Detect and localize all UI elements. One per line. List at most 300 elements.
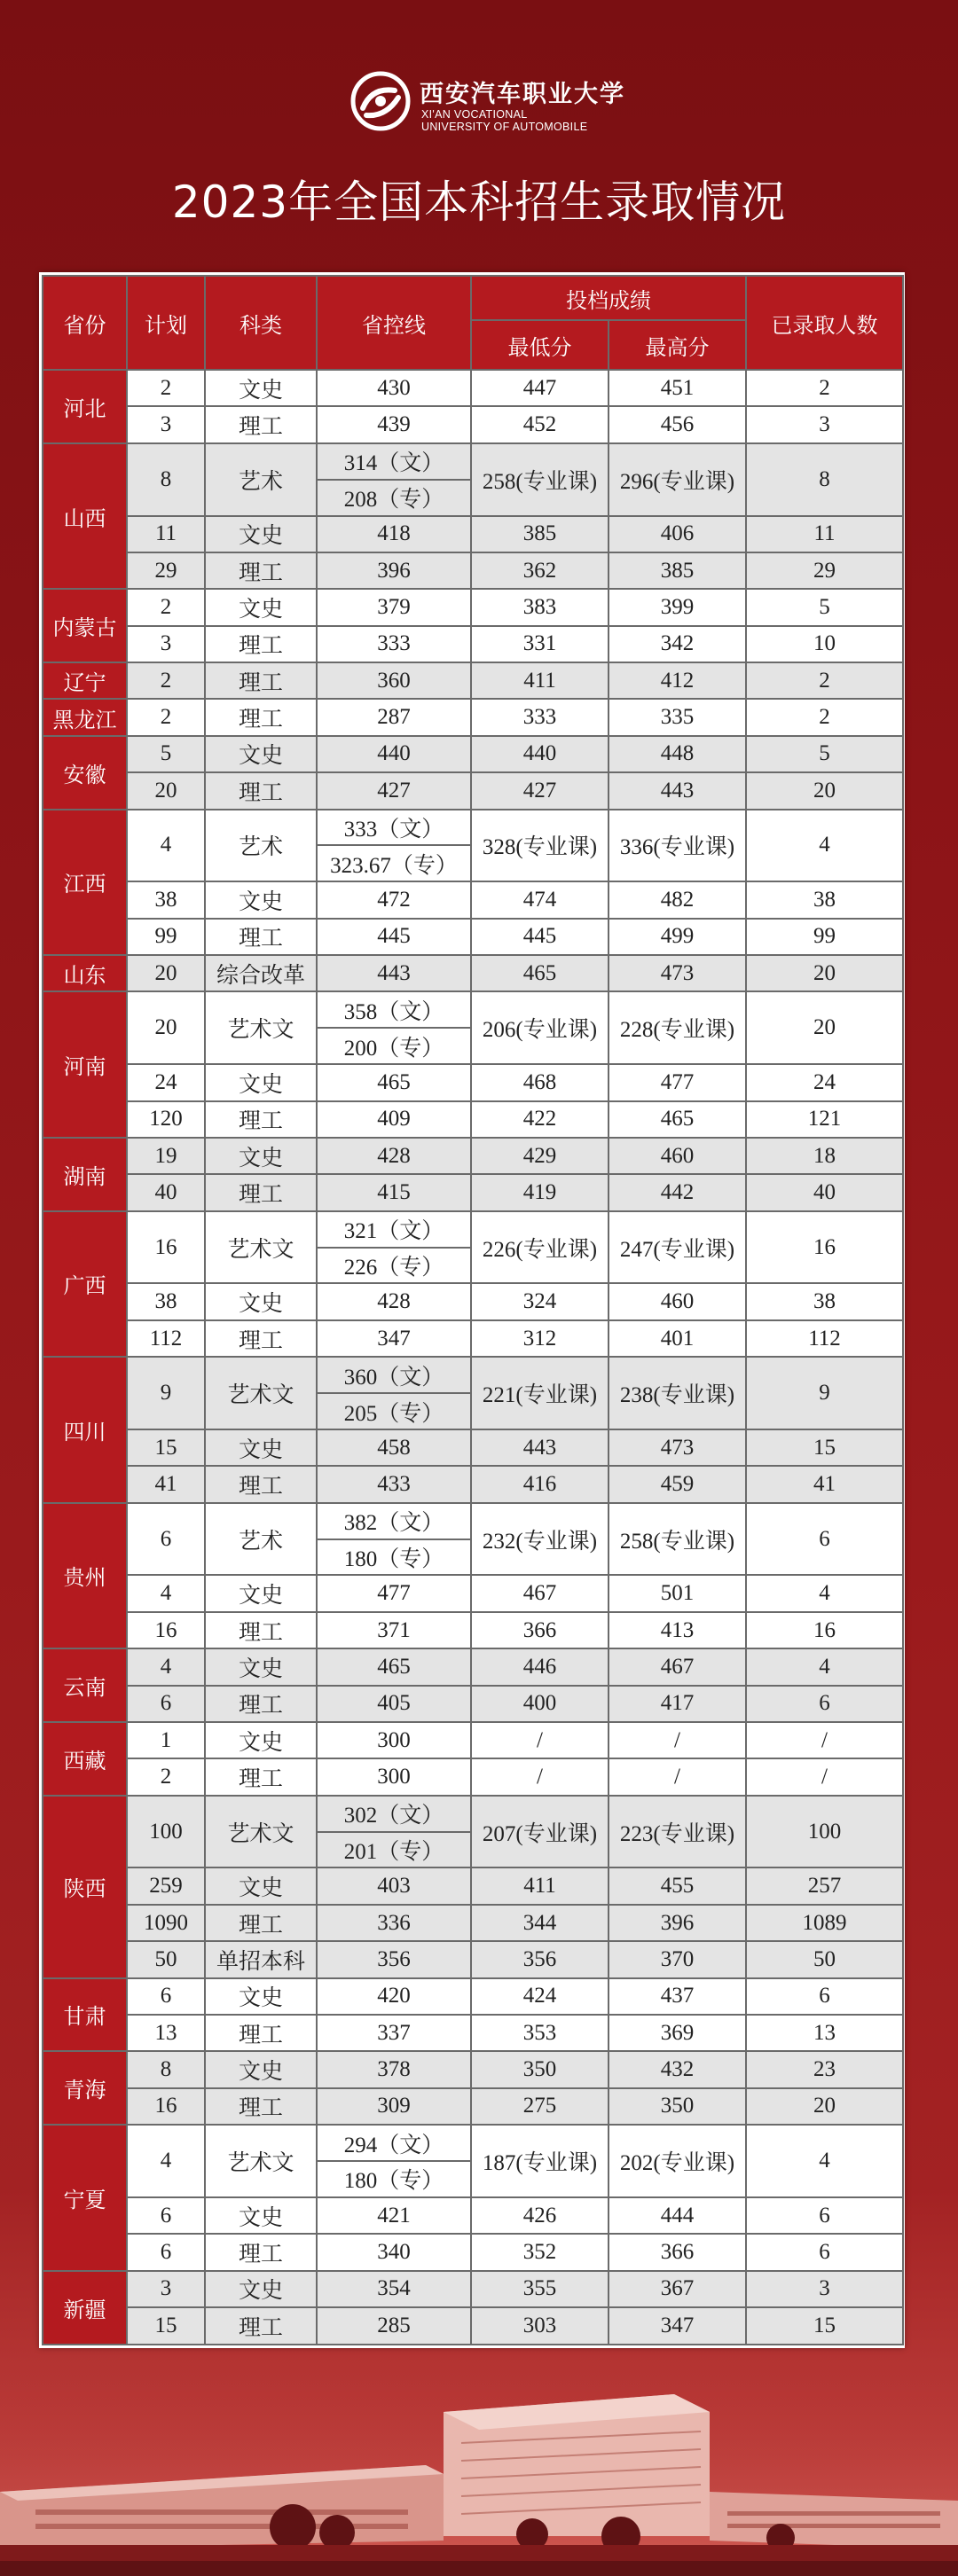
- admitted-cell: 9: [746, 1357, 903, 1429]
- control-line-value: 226（专）: [318, 1247, 470, 1283]
- category-cell: 理工: [205, 1174, 317, 1210]
- category-cell: 理工: [205, 2088, 317, 2125]
- table-row: [43, 2307, 903, 2345]
- category-cell: 艺术文: [205, 1357, 317, 1429]
- table-row: [43, 1429, 903, 1466]
- max-score-cell: 499: [609, 919, 746, 955]
- max-score-cell: /: [609, 1758, 746, 1795]
- province-cell: 贵州: [43, 1503, 127, 1649]
- min-score-cell: 275: [471, 2088, 609, 2125]
- max-score-cell: 385: [609, 552, 746, 589]
- header-admitted: 已录取人数: [746, 276, 903, 370]
- control-line-cell: 347: [317, 1320, 471, 1357]
- control-line-cell: 445: [317, 919, 471, 955]
- control-line-cell: 360: [317, 662, 471, 699]
- max-score-cell: 477: [609, 1064, 746, 1100]
- plan-cell: 20: [127, 955, 205, 991]
- max-score-cell: 406: [609, 516, 746, 552]
- province-cell: 辽宁: [43, 662, 127, 699]
- control-line-cell: [317, 991, 471, 1064]
- admitted-cell: 20: [746, 2088, 903, 2125]
- admitted-cell: 100: [746, 1796, 903, 1868]
- max-score-cell: 437: [609, 1978, 746, 2015]
- max-score-cell: 482: [609, 881, 746, 918]
- category-cell: 理工: [205, 1758, 317, 1795]
- max-score-cell: 396: [609, 1905, 746, 1941]
- admitted-cell: 16: [746, 1612, 903, 1648]
- control-line-cell: 356: [317, 1941, 471, 1977]
- admitted-cell: 121: [746, 1101, 903, 1138]
- province-cell: 黑龙江: [43, 699, 127, 735]
- admitted-cell: 40: [746, 1174, 903, 1210]
- admitted-cell: 6: [746, 2197, 903, 2234]
- min-score-cell: 385: [471, 516, 609, 552]
- max-score-cell: 413: [609, 1612, 746, 1648]
- logo-english-line1: XI'AN VOCATIONAL: [421, 108, 528, 121]
- province-cell: 河南: [43, 991, 127, 1138]
- control-line-cell: 430: [317, 370, 471, 406]
- category-cell: 文史: [205, 589, 317, 625]
- category-cell: 文史: [205, 1648, 317, 1685]
- plan-cell: 50: [127, 1941, 205, 1977]
- table-row: [43, 991, 903, 1064]
- plan-cell: 9: [127, 1357, 205, 1429]
- max-score-cell: 258(专业课): [609, 1503, 746, 1576]
- max-score-cell: 342: [609, 626, 746, 662]
- min-score-cell: 333: [471, 699, 609, 735]
- category-cell: 理工: [205, 662, 317, 699]
- control-line-cell: 354: [317, 2271, 471, 2307]
- min-score-cell: 419: [471, 1174, 609, 1210]
- category-cell: 艺术: [205, 443, 317, 516]
- plan-cell: 38: [127, 881, 205, 918]
- control-line-value: 180（专）: [318, 1539, 470, 1575]
- admitted-cell: 2: [746, 370, 903, 406]
- table-row: [43, 552, 903, 589]
- min-score-cell: 411: [471, 1867, 609, 1904]
- control-line-value: 382（文）: [343, 1511, 444, 1536]
- plan-cell: 6: [127, 2234, 205, 2270]
- table-row: [43, 2125, 903, 2197]
- admitted-cell: 20: [746, 991, 903, 1064]
- table-row: [43, 2051, 903, 2087]
- table-row: [43, 662, 903, 699]
- province-cell: 云南: [43, 1648, 127, 1722]
- control-line-cell: 472: [317, 881, 471, 918]
- plan-cell: 6: [127, 1503, 205, 1576]
- control-line-cell: 379: [317, 589, 471, 625]
- control-line-value: 302（文）: [343, 1804, 444, 1828]
- category-cell: 文史: [205, 1064, 317, 1100]
- max-score-cell: 460: [609, 1283, 746, 1319]
- max-score-cell: 347: [609, 2307, 746, 2345]
- table-row: [43, 736, 903, 772]
- min-score-cell: 440: [471, 736, 609, 772]
- page-header: [0, 0, 958, 266]
- min-score-cell: 422: [471, 1101, 609, 1138]
- min-score-cell: 452: [471, 406, 609, 442]
- control-line-cell: 421: [317, 2197, 471, 2234]
- category-cell: 理工: [205, 626, 317, 662]
- admitted-cell: 10: [746, 626, 903, 662]
- category-cell: 理工: [205, 772, 317, 809]
- plan-cell: 20: [127, 772, 205, 809]
- control-line-cell: [317, 810, 471, 882]
- min-score-cell: 383: [471, 589, 609, 625]
- max-score-cell: 460: [609, 1138, 746, 1174]
- category-cell: 艺术: [205, 1503, 317, 1576]
- plan-cell: 15: [127, 1429, 205, 1466]
- admitted-cell: 6: [746, 1978, 903, 2015]
- plan-cell: 259: [127, 1867, 205, 1904]
- admitted-cell: 1089: [746, 1905, 903, 1941]
- province-cell: 四川: [43, 1357, 127, 1503]
- control-line-cell: 403: [317, 1867, 471, 1904]
- control-line-cell: 458: [317, 1429, 471, 1466]
- control-line-cell: 371: [317, 1612, 471, 1648]
- max-score-cell: /: [609, 1722, 746, 1758]
- table-row: [43, 699, 903, 735]
- min-score-cell: 206(专业课): [471, 991, 609, 1064]
- table-row: [43, 810, 903, 882]
- max-score-cell: 335: [609, 699, 746, 735]
- table-row: [43, 1758, 903, 1795]
- control-line-value: 200（专）: [318, 1027, 470, 1063]
- max-score-cell: 443: [609, 772, 746, 809]
- control-line-cell: 440: [317, 736, 471, 772]
- plan-cell: 6: [127, 1686, 205, 1722]
- plan-cell: 8: [127, 443, 205, 516]
- plan-cell: 4: [127, 810, 205, 882]
- max-score-cell: 367: [609, 2271, 746, 2307]
- control-line-cell: [317, 1357, 471, 1429]
- category-cell: 单招本科: [205, 1941, 317, 1977]
- max-score-cell: 412: [609, 662, 746, 699]
- min-score-cell: 443: [471, 1429, 609, 1466]
- admitted-cell: 50: [746, 1941, 903, 1977]
- admitted-cell: 24: [746, 1064, 903, 1100]
- min-score-cell: 416: [471, 1466, 609, 1502]
- min-score-cell: 427: [471, 772, 609, 809]
- plan-cell: 20: [127, 991, 205, 1064]
- admitted-cell: 6: [746, 1686, 903, 1722]
- plan-cell: 38: [127, 1283, 205, 1319]
- table-row: [43, 626, 903, 662]
- plan-cell: 24: [127, 1064, 205, 1100]
- province-cell: 山西: [43, 443, 127, 590]
- control-line-cell: 465: [317, 1648, 471, 1685]
- category-cell: 理工: [205, 1612, 317, 1648]
- category-cell: 理工: [205, 2307, 317, 2345]
- admitted-cell: 29: [746, 552, 903, 589]
- plan-cell: 13: [127, 2015, 205, 2051]
- logo-chinese-name: 西安汽车职业大学: [420, 81, 625, 108]
- max-score-cell: 223(专业课): [609, 1796, 746, 1868]
- province-cell: 西藏: [43, 1722, 127, 1796]
- table-row: [43, 1648, 903, 1685]
- admitted-cell: 38: [746, 881, 903, 918]
- min-score-cell: 445: [471, 919, 609, 955]
- province-cell: 广西: [43, 1211, 127, 1358]
- province-cell: 宁夏: [43, 2125, 127, 2271]
- category-cell: 文史: [205, 1978, 317, 2015]
- plan-cell: 2: [127, 662, 205, 699]
- min-score-cell: 344: [471, 1905, 609, 1941]
- category-cell: 文史: [205, 1575, 317, 1611]
- max-score-cell: 417: [609, 1686, 746, 1722]
- province-cell: 青海: [43, 2051, 127, 2125]
- max-score-cell: 465: [609, 1101, 746, 1138]
- control-line-cell: 378: [317, 2051, 471, 2087]
- table-row: [43, 406, 903, 442]
- plan-cell: 1: [127, 1722, 205, 1758]
- province-cell: 甘肃: [43, 1978, 127, 2052]
- header-category: 科类: [205, 276, 317, 370]
- admitted-cell: 6: [746, 2234, 903, 2270]
- min-score-cell: 362: [471, 552, 609, 589]
- table-row: [43, 1211, 903, 1284]
- category-cell: 理工: [205, 919, 317, 955]
- category-cell: 文史: [205, 1283, 317, 1319]
- max-score-cell: 473: [609, 955, 746, 991]
- control-line-cell: 285: [317, 2307, 471, 2345]
- min-score-cell: /: [471, 1722, 609, 1758]
- table-row: [43, 1796, 903, 1868]
- min-score-cell: 207(专业课): [471, 1796, 609, 1868]
- min-score-cell: 324: [471, 1283, 609, 1319]
- plan-cell: 1090: [127, 1905, 205, 1941]
- table-row: [43, 443, 903, 516]
- admitted-cell: 3: [746, 2271, 903, 2307]
- header-plan: 计划: [127, 276, 205, 370]
- category-cell: 艺术: [205, 810, 317, 882]
- table-row: [43, 516, 903, 552]
- min-score-cell: 429: [471, 1138, 609, 1174]
- admitted-cell: 2: [746, 662, 903, 699]
- control-line-cell: 287: [317, 699, 471, 735]
- province-cell: 河北: [43, 370, 127, 443]
- plan-cell: 16: [127, 2088, 205, 2125]
- table-row: [43, 2197, 903, 2234]
- min-score-cell: 355: [471, 2271, 609, 2307]
- min-score-cell: 366: [471, 1612, 609, 1648]
- plan-cell: 41: [127, 1466, 205, 1502]
- max-score-cell: 228(专业课): [609, 991, 746, 1064]
- min-score-cell: 303: [471, 2307, 609, 2345]
- min-score-cell: 356: [471, 1941, 609, 1977]
- category-cell: 综合改革: [205, 955, 317, 991]
- control-line-cell: 439: [317, 406, 471, 442]
- category-cell: 理工: [205, 1320, 317, 1357]
- table-row: [43, 2088, 903, 2125]
- category-cell: 艺术文: [205, 1211, 317, 1284]
- control-line-cell: 427: [317, 772, 471, 809]
- table-row: [43, 955, 903, 991]
- control-line-value: 358（文）: [343, 999, 444, 1024]
- admitted-cell: 11: [746, 516, 903, 552]
- min-score-cell: 331: [471, 626, 609, 662]
- min-score-cell: 468: [471, 1064, 609, 1100]
- min-score-cell: 467: [471, 1575, 609, 1611]
- plan-cell: 15: [127, 2307, 205, 2345]
- control-line-cell: [317, 1503, 471, 1576]
- province-cell: 湖南: [43, 1138, 127, 1211]
- admitted-cell: 257: [746, 1867, 903, 1904]
- admitted-cell: 5: [746, 589, 903, 625]
- category-cell: 理工: [205, 1905, 317, 1941]
- table-row: [43, 919, 903, 955]
- table-row: [43, 1978, 903, 2015]
- table-row: [43, 1138, 903, 1174]
- plan-cell: 3: [127, 626, 205, 662]
- control-line-cell: 309: [317, 2088, 471, 2125]
- plan-cell: 6: [127, 2197, 205, 2234]
- category-cell: 文史: [205, 1138, 317, 1174]
- table-row: [43, 2271, 903, 2307]
- control-line-cell: 405: [317, 1686, 471, 1722]
- admitted-cell: 41: [746, 1466, 903, 1502]
- header-min-score: 最低分: [471, 320, 609, 370]
- category-cell: 理工: [205, 1101, 317, 1138]
- control-line-value: 201（专）: [318, 1831, 470, 1867]
- table-row: [43, 1867, 903, 1904]
- table-row: [43, 589, 903, 625]
- control-line-cell: [317, 1211, 471, 1284]
- min-score-cell: 352: [471, 2234, 609, 2270]
- table-row: [43, 1503, 903, 1576]
- max-score-cell: 473: [609, 1429, 746, 1466]
- category-cell: 文史: [205, 1429, 317, 1466]
- header-province: 省份: [43, 276, 127, 370]
- category-cell: 文史: [205, 736, 317, 772]
- min-score-cell: 221(专业课): [471, 1357, 609, 1429]
- admitted-cell: 4: [746, 1648, 903, 1685]
- header-control-line: 省控线: [317, 276, 471, 370]
- plan-cell: 99: [127, 919, 205, 955]
- control-line-cell: [317, 443, 471, 516]
- admitted-cell: 38: [746, 1283, 903, 1319]
- admitted-cell: 15: [746, 1429, 903, 1466]
- max-score-cell: 442: [609, 1174, 746, 1210]
- min-score-cell: 424: [471, 1978, 609, 2015]
- category-cell: 文史: [205, 2051, 317, 2087]
- category-cell: 文史: [205, 2271, 317, 2307]
- table-row: [43, 1722, 903, 1758]
- control-line-value: 323.67（专）: [318, 844, 470, 881]
- control-line-cell: 443: [317, 955, 471, 991]
- category-cell: 文史: [205, 881, 317, 918]
- plan-cell: 4: [127, 1648, 205, 1685]
- control-line-value: 333（文）: [343, 817, 444, 842]
- control-line-cell: 300: [317, 1758, 471, 1795]
- table-row: [43, 1357, 903, 1429]
- table-row: [43, 1320, 903, 1357]
- control-line-value: 294（文）: [343, 2133, 444, 2157]
- control-line-cell: 337: [317, 2015, 471, 2051]
- control-line-value: 205（专）: [318, 1392, 470, 1429]
- admitted-cell: 4: [746, 810, 903, 882]
- max-score-cell: 448: [609, 736, 746, 772]
- table-row: [43, 881, 903, 918]
- max-score-cell: 350: [609, 2088, 746, 2125]
- admitted-cell: 20: [746, 772, 903, 809]
- plan-cell: 6: [127, 1978, 205, 2015]
- category-cell: 文史: [205, 516, 317, 552]
- control-line-cell: 428: [317, 1283, 471, 1319]
- admitted-cell: 6: [746, 1503, 903, 1576]
- max-score-cell: 336(专业课): [609, 810, 746, 882]
- category-cell: 理工: [205, 552, 317, 589]
- control-line-cell: 300: [317, 1722, 471, 1758]
- category-cell: 艺术文: [205, 2125, 317, 2197]
- plan-cell: 16: [127, 1612, 205, 1648]
- max-score-cell: 238(专业课): [609, 1357, 746, 1429]
- plan-cell: 29: [127, 552, 205, 589]
- admitted-cell: 18: [746, 1138, 903, 1174]
- min-score-cell: 474: [471, 881, 609, 918]
- admitted-cell: 3: [746, 406, 903, 442]
- max-score-cell: 296(专业课): [609, 443, 746, 516]
- plan-cell: 3: [127, 2271, 205, 2307]
- plan-cell: 112: [127, 1320, 205, 1357]
- min-score-cell: 447: [471, 370, 609, 406]
- admitted-cell: /: [746, 1758, 903, 1795]
- category-cell: 文史: [205, 1722, 317, 1758]
- admitted-cell: 112: [746, 1320, 903, 1357]
- control-line-cell: 428: [317, 1138, 471, 1174]
- admitted-cell: 20: [746, 955, 903, 991]
- max-score-cell: 456: [609, 406, 746, 442]
- category-cell: 文史: [205, 370, 317, 406]
- max-score-cell: 451: [609, 370, 746, 406]
- admitted-cell: 4: [746, 1575, 903, 1611]
- province-cell: 安徽: [43, 736, 127, 810]
- max-score-cell: 202(专业课): [609, 2125, 746, 2197]
- min-score-cell: 400: [471, 1686, 609, 1722]
- control-line-value: 321（文）: [343, 1219, 444, 1244]
- admitted-cell: 4: [746, 2125, 903, 2197]
- plan-cell: 19: [127, 1138, 205, 1174]
- table-row: [43, 1905, 903, 1941]
- campus-building-illustration: [0, 2359, 958, 2576]
- max-score-cell: 432: [609, 2051, 746, 2087]
- max-score-cell: 455: [609, 1867, 746, 1904]
- admitted-cell: 8: [746, 443, 903, 516]
- table-row: [43, 1575, 903, 1611]
- min-score-cell: 411: [471, 662, 609, 699]
- table-row: [43, 1466, 903, 1502]
- control-line-value: 360（文）: [343, 1365, 444, 1390]
- control-line-cell: 433: [317, 1466, 471, 1502]
- min-score-cell: 258(专业课): [471, 443, 609, 516]
- max-score-cell: 369: [609, 2015, 746, 2051]
- plan-cell: 2: [127, 699, 205, 735]
- category-cell: 理工: [205, 2234, 317, 2270]
- min-score-cell: 312: [471, 1320, 609, 1357]
- admitted-cell: /: [746, 1722, 903, 1758]
- max-score-cell: 370: [609, 1941, 746, 1977]
- control-line-cell: 396: [317, 552, 471, 589]
- table-row: [43, 2234, 903, 2270]
- control-line-cell: 336: [317, 1905, 471, 1941]
- control-line-value: 314（文）: [343, 451, 444, 476]
- min-score-cell: 187(专业课): [471, 2125, 609, 2197]
- max-score-cell: 444: [609, 2197, 746, 2234]
- control-line-cell: 420: [317, 1978, 471, 2015]
- max-score-cell: 399: [609, 589, 746, 625]
- category-cell: 艺术文: [205, 1796, 317, 1868]
- category-cell: 文史: [205, 2197, 317, 2234]
